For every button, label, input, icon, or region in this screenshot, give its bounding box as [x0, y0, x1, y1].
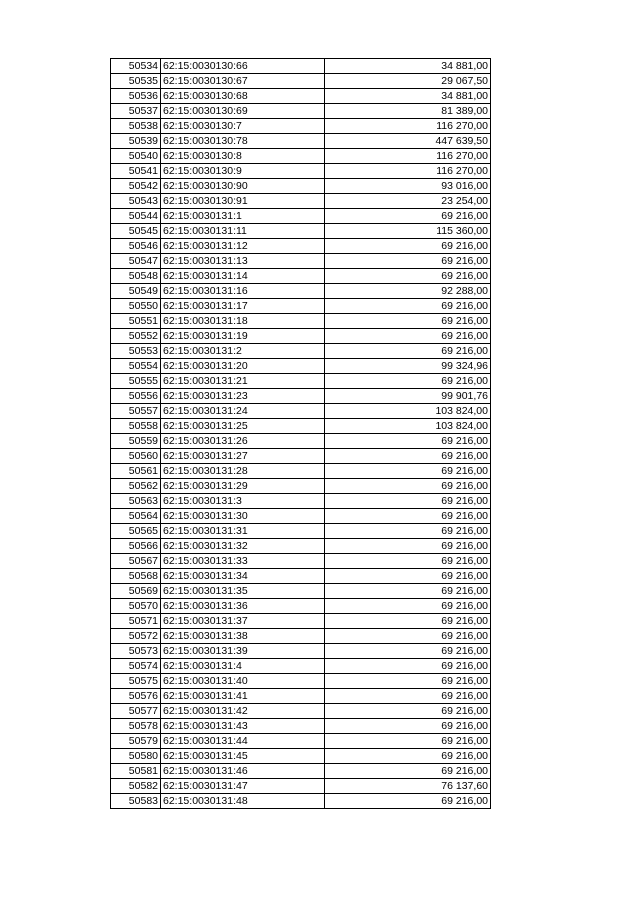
- row-number-cell: 50537: [111, 104, 161, 119]
- value-cell: 69 216,00: [325, 704, 491, 719]
- cadastral-number-cell: 62:15:0030130:7: [161, 119, 325, 134]
- value-cell: 99 324,96: [325, 359, 491, 374]
- value-cell: 34 881,00: [325, 59, 491, 74]
- row-number-cell: 50582: [111, 779, 161, 794]
- value-cell: 103 824,00: [325, 419, 491, 434]
- table-row: [111, 794, 491, 809]
- table-row: [111, 779, 491, 794]
- cadastral-number-cell: 62:15:0030131:11: [161, 224, 325, 239]
- row-number-cell: 50547: [111, 254, 161, 269]
- cadastral-number-cell: 62:15:0030131:32: [161, 539, 325, 554]
- table-row: [111, 449, 491, 464]
- cadastral-number-cell: 62:15:0030131:31: [161, 524, 325, 539]
- cadastral-number-cell: 62:15:0030131:48: [161, 794, 325, 809]
- cadastral-number-cell: 62:15:0030131:21: [161, 374, 325, 389]
- cadastral-number-cell: 62:15:0030131:16: [161, 284, 325, 299]
- table-row: [111, 569, 491, 584]
- row-number-cell: 50577: [111, 704, 161, 719]
- cadastral-number-cell: 62:15:0030131:33: [161, 554, 325, 569]
- value-cell: 69 216,00: [325, 644, 491, 659]
- value-cell: 116 270,00: [325, 149, 491, 164]
- value-cell: 69 216,00: [325, 479, 491, 494]
- row-number-cell: 50570: [111, 599, 161, 614]
- table-row: [111, 179, 491, 194]
- cadastral-number-cell: 62:15:0030131:4: [161, 659, 325, 674]
- cadastral-number-cell: 62:15:0030131:17: [161, 299, 325, 314]
- row-number-cell: 50578: [111, 719, 161, 734]
- cadastral-number-cell: 62:15:0030131:12: [161, 239, 325, 254]
- value-cell: 34 881,00: [325, 89, 491, 104]
- row-number-cell: 50534: [111, 59, 161, 74]
- cadastral-number-cell: 62:15:0030131:30: [161, 509, 325, 524]
- table-row: [111, 659, 491, 674]
- cadastral-number-cell: 62:15:0030130:91: [161, 194, 325, 209]
- row-number-cell: 50536: [111, 89, 161, 104]
- value-cell: 69 216,00: [325, 614, 491, 629]
- value-cell: 29 067,50: [325, 74, 491, 89]
- cadastral-number-cell: 62:15:0030131:14: [161, 269, 325, 284]
- table-row: [111, 89, 491, 104]
- value-cell: 69 216,00: [325, 569, 491, 584]
- table-row: [111, 299, 491, 314]
- value-cell: 69 216,00: [325, 269, 491, 284]
- row-number-cell: 50565: [111, 524, 161, 539]
- table-row: [111, 524, 491, 539]
- cadastral-number-cell: 62:15:0030131:37: [161, 614, 325, 629]
- value-cell: 99 901,76: [325, 389, 491, 404]
- table-row: [111, 74, 491, 89]
- row-number-cell: 50557: [111, 404, 161, 419]
- cadastral-number-cell: 62:15:0030131:28: [161, 464, 325, 479]
- table-row: [111, 509, 491, 524]
- cadastral-number-cell: 62:15:0030131:44: [161, 734, 325, 749]
- table-row: [111, 689, 491, 704]
- cadastral-number-cell: 62:15:0030131:46: [161, 764, 325, 779]
- table-row: [111, 104, 491, 119]
- cadastral-number-cell: 62:15:0030131:42: [161, 704, 325, 719]
- value-cell: 69 216,00: [325, 764, 491, 779]
- cadastral-number-cell: 62:15:0030131:35: [161, 584, 325, 599]
- cadastral-number-cell: 62:15:0030131:20: [161, 359, 325, 374]
- row-number-cell: 50556: [111, 389, 161, 404]
- value-cell: 69 216,00: [325, 344, 491, 359]
- value-cell: 115 360,00: [325, 224, 491, 239]
- cadastral-value-table: [110, 58, 491, 809]
- table-row: [111, 584, 491, 599]
- cadastral-number-cell: 62:15:0030131:43: [161, 719, 325, 734]
- table-row: [111, 614, 491, 629]
- table-row: [111, 359, 491, 374]
- table-row: [111, 419, 491, 434]
- value-cell: 69 216,00: [325, 464, 491, 479]
- value-cell: 103 824,00: [325, 404, 491, 419]
- value-cell: 69 216,00: [325, 254, 491, 269]
- table-row: [111, 149, 491, 164]
- table-row: [111, 644, 491, 659]
- row-number-cell: 50541: [111, 164, 161, 179]
- table-row: [111, 539, 491, 554]
- row-number-cell: 50566: [111, 539, 161, 554]
- table-row: [111, 704, 491, 719]
- table-row: [111, 344, 491, 359]
- row-number-cell: 50554: [111, 359, 161, 374]
- value-cell: 76 137,60: [325, 779, 491, 794]
- value-cell: 93 016,00: [325, 179, 491, 194]
- table-row: [111, 749, 491, 764]
- value-cell: 69 216,00: [325, 659, 491, 674]
- cadastral-number-cell: 62:15:0030130:69: [161, 104, 325, 119]
- table-body: [111, 59, 491, 809]
- table-row: [111, 374, 491, 389]
- table-row: [111, 389, 491, 404]
- table-row: [111, 314, 491, 329]
- value-cell: 69 216,00: [325, 539, 491, 554]
- row-number-cell: 50572: [111, 629, 161, 644]
- cadastral-number-cell: 62:15:0030131:36: [161, 599, 325, 614]
- cadastral-number-cell: 62:15:0030130:8: [161, 149, 325, 164]
- row-number-cell: 50573: [111, 644, 161, 659]
- cadastral-number-cell: 62:15:0030131:23: [161, 389, 325, 404]
- table-row: [111, 734, 491, 749]
- value-cell: 69 216,00: [325, 329, 491, 344]
- cadastral-number-cell: 62:15:0030131:41: [161, 689, 325, 704]
- row-number-cell: 50569: [111, 584, 161, 599]
- table-row: [111, 464, 491, 479]
- row-number-cell: 50581: [111, 764, 161, 779]
- table-row: [111, 209, 491, 224]
- cadastral-number-cell: 62:15:0030131:24: [161, 404, 325, 419]
- table-row: [111, 674, 491, 689]
- cadastral-number-cell: 62:15:0030131:34: [161, 569, 325, 584]
- cadastral-number-cell: 62:15:0030131:38: [161, 629, 325, 644]
- row-number-cell: 50551: [111, 314, 161, 329]
- cadastral-number-cell: 62:15:0030131:29: [161, 479, 325, 494]
- row-number-cell: 50562: [111, 479, 161, 494]
- value-cell: 69 216,00: [325, 689, 491, 704]
- cadastral-number-cell: 62:15:0030130:9: [161, 164, 325, 179]
- row-number-cell: 50567: [111, 554, 161, 569]
- cadastral-number-cell: 62:15:0030131:39: [161, 644, 325, 659]
- cadastral-number-cell: 62:15:0030131:47: [161, 779, 325, 794]
- value-cell: 69 216,00: [325, 599, 491, 614]
- value-cell: 69 216,00: [325, 629, 491, 644]
- row-number-cell: 50550: [111, 299, 161, 314]
- row-number-cell: 50548: [111, 269, 161, 284]
- table-row: [111, 599, 491, 614]
- row-number-cell: 50544: [111, 209, 161, 224]
- table-row: [111, 764, 491, 779]
- value-cell: 116 270,00: [325, 119, 491, 134]
- table-row: [111, 134, 491, 149]
- value-cell: 69 216,00: [325, 524, 491, 539]
- value-cell: 69 216,00: [325, 314, 491, 329]
- row-number-cell: 50574: [111, 659, 161, 674]
- row-number-cell: 50553: [111, 344, 161, 359]
- row-number-cell: 50561: [111, 464, 161, 479]
- value-cell: 92 288,00: [325, 284, 491, 299]
- table-row: [111, 254, 491, 269]
- row-number-cell: 50571: [111, 614, 161, 629]
- row-number-cell: 50543: [111, 194, 161, 209]
- value-cell: 81 389,00: [325, 104, 491, 119]
- value-cell: 69 216,00: [325, 584, 491, 599]
- cadastral-number-cell: 62:15:0030131:2: [161, 344, 325, 359]
- row-number-cell: 50555: [111, 374, 161, 389]
- table-row: [111, 164, 491, 179]
- cadastral-number-cell: 62:15:0030131:25: [161, 419, 325, 434]
- row-number-cell: 50545: [111, 224, 161, 239]
- value-cell: 69 216,00: [325, 554, 491, 569]
- cadastral-number-cell: 62:15:0030131:13: [161, 254, 325, 269]
- table-row: [111, 119, 491, 134]
- table-row: [111, 404, 491, 419]
- value-cell: 69 216,00: [325, 734, 491, 749]
- table-row: [111, 629, 491, 644]
- row-number-cell: 50540: [111, 149, 161, 164]
- row-number-cell: 50583: [111, 794, 161, 809]
- value-cell: 69 216,00: [325, 749, 491, 764]
- cadastral-number-cell: 62:15:0030130:78: [161, 134, 325, 149]
- row-number-cell: 50549: [111, 284, 161, 299]
- row-number-cell: 50575: [111, 674, 161, 689]
- value-cell: 69 216,00: [325, 209, 491, 224]
- table-row: [111, 224, 491, 239]
- cadastral-number-cell: 62:15:0030130:67: [161, 74, 325, 89]
- row-number-cell: 50546: [111, 239, 161, 254]
- table-row: [111, 494, 491, 509]
- cadastral-number-cell: 62:15:0030131:40: [161, 674, 325, 689]
- cadastral-number-cell: 62:15:0030131:27: [161, 449, 325, 464]
- value-cell: 69 216,00: [325, 434, 491, 449]
- row-number-cell: 50564: [111, 509, 161, 524]
- row-number-cell: 50560: [111, 449, 161, 464]
- table-row: [111, 554, 491, 569]
- value-cell: 69 216,00: [325, 794, 491, 809]
- row-number-cell: 50568: [111, 569, 161, 584]
- row-number-cell: 50538: [111, 119, 161, 134]
- cadastral-number-cell: 62:15:0030131:18: [161, 314, 325, 329]
- table-row: [111, 329, 491, 344]
- value-cell: 69 216,00: [325, 494, 491, 509]
- row-number-cell: 50559: [111, 434, 161, 449]
- cadastral-number-cell: 62:15:0030130:66: [161, 59, 325, 74]
- value-cell: 69 216,00: [325, 299, 491, 314]
- table-row: [111, 719, 491, 734]
- table-row: [111, 194, 491, 209]
- cadastral-number-cell: 62:15:0030130:90: [161, 179, 325, 194]
- value-cell: 116 270,00: [325, 164, 491, 179]
- value-cell: 69 216,00: [325, 449, 491, 464]
- cadastral-number-cell: 62:15:0030131:3: [161, 494, 325, 509]
- row-number-cell: 50576: [111, 689, 161, 704]
- row-number-cell: 50558: [111, 419, 161, 434]
- cadastral-number-cell: 62:15:0030131:26: [161, 434, 325, 449]
- row-number-cell: 50552: [111, 329, 161, 344]
- table-row: [111, 59, 491, 74]
- row-number-cell: 50580: [111, 749, 161, 764]
- row-number-cell: 50542: [111, 179, 161, 194]
- row-number-cell: 50539: [111, 134, 161, 149]
- value-cell: 69 216,00: [325, 719, 491, 734]
- cadastral-number-cell: 62:15:0030131:19: [161, 329, 325, 344]
- cadastral-number-cell: 62:15:0030130:68: [161, 89, 325, 104]
- table-row: [111, 434, 491, 449]
- value-cell: 69 216,00: [325, 674, 491, 689]
- row-number-cell: 50535: [111, 74, 161, 89]
- value-cell: 69 216,00: [325, 509, 491, 524]
- value-cell: 23 254,00: [325, 194, 491, 209]
- table-row: [111, 269, 491, 284]
- table-row: [111, 479, 491, 494]
- value-cell: 69 216,00: [325, 239, 491, 254]
- row-number-cell: 50563: [111, 494, 161, 509]
- cadastral-number-cell: 62:15:0030131:45: [161, 749, 325, 764]
- value-cell: 447 639,50: [325, 134, 491, 149]
- document-page: [110, 58, 490, 809]
- row-number-cell: 50579: [111, 734, 161, 749]
- value-cell: 69 216,00: [325, 374, 491, 389]
- cadastral-number-cell: 62:15:0030131:1: [161, 209, 325, 224]
- table-row: [111, 284, 491, 299]
- table-row: [111, 239, 491, 254]
